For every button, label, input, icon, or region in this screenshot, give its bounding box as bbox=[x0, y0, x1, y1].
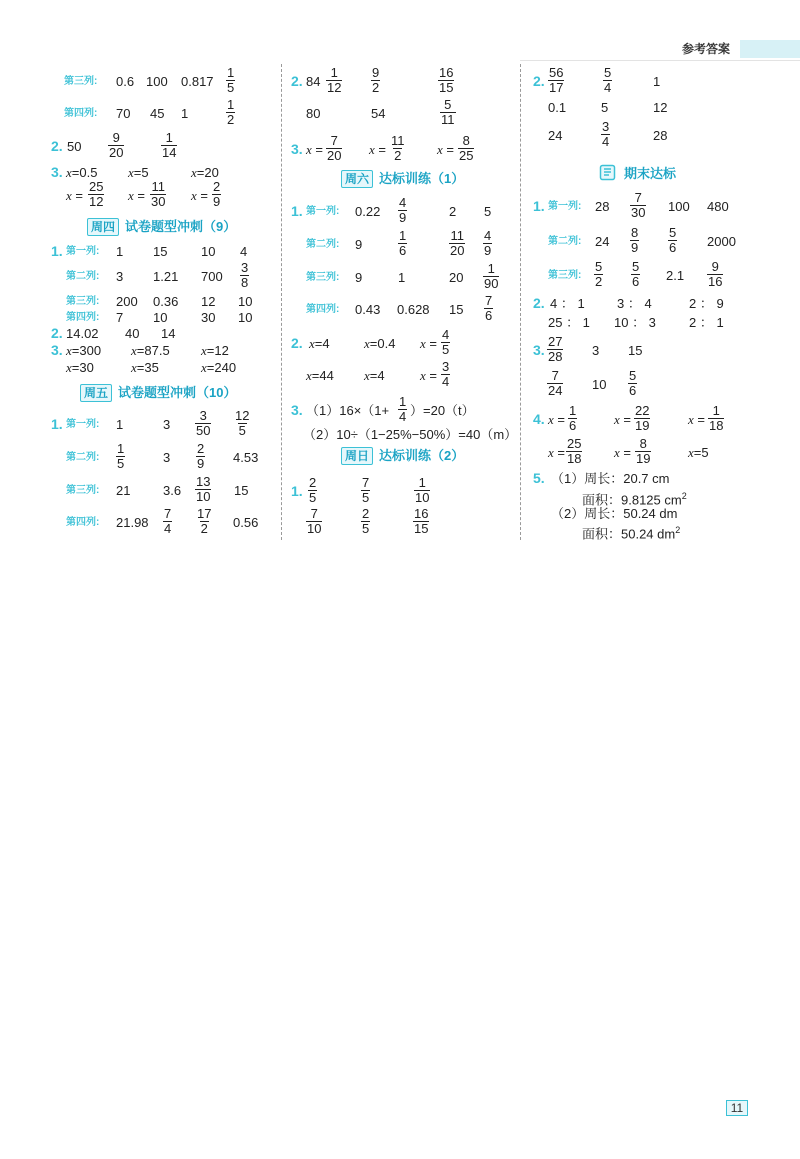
fraction: $\frac{5}{11}$ bbox=[441, 97, 455, 127]
question-number: 3. bbox=[291, 402, 303, 418]
answer-value: 700 bbox=[201, 269, 223, 284]
row-label: 第三列: bbox=[64, 76, 98, 87]
answer-value: 50 bbox=[67, 139, 82, 154]
equation-answer: x=4 bbox=[309, 336, 330, 351]
section-badge: 周六 bbox=[341, 170, 373, 188]
answer-value: 4.53 bbox=[233, 450, 259, 465]
row-label: 第三列: bbox=[548, 270, 582, 281]
answer-value: 28 bbox=[595, 199, 610, 214]
ratio-answer: 2 ： 1 bbox=[689, 315, 724, 330]
equation-answer: x = bbox=[420, 368, 437, 383]
fraction: $\frac{3}{4}$ bbox=[602, 119, 610, 149]
question-number: 3. bbox=[533, 342, 545, 358]
fraction: $\frac{3}{4}$ bbox=[442, 359, 450, 389]
fraction: $\frac{1}{90}$ bbox=[484, 261, 499, 291]
fraction: $\frac{11}{20}$ bbox=[450, 228, 465, 258]
fraction: $\frac{2}{5}$ bbox=[362, 506, 370, 536]
answer-value: 20 bbox=[449, 270, 464, 285]
fraction: $\frac{17}{2}$ bbox=[197, 506, 212, 536]
fraction: $\frac{7}{5}$ bbox=[362, 475, 370, 505]
answer-value: 1 bbox=[653, 74, 661, 89]
equation-answer: x=240 bbox=[201, 360, 237, 375]
answer-value: 3.6 bbox=[163, 483, 182, 498]
equation-answer: x=35 bbox=[131, 360, 159, 375]
equation-answer: x = bbox=[548, 412, 565, 427]
equation-answer: x = bbox=[66, 188, 83, 203]
answer-value: 0.43 bbox=[355, 302, 381, 317]
column-separator bbox=[520, 64, 521, 540]
answer-value: 0.22 bbox=[355, 204, 381, 219]
answer-value: 80 bbox=[306, 106, 321, 121]
answer-value: 1 bbox=[116, 244, 124, 259]
row-label: 第三列: bbox=[66, 296, 100, 307]
question-number: 2. bbox=[51, 325, 63, 341]
fraction: $\frac{2}{9}$ bbox=[197, 441, 205, 471]
equation-answer: x = bbox=[191, 188, 208, 203]
equation-answer: x=20 bbox=[191, 165, 219, 180]
fraction: $\frac{9}{2}$ bbox=[372, 65, 380, 95]
header-divider bbox=[520, 60, 800, 61]
fraction: $\frac{3}{50}$ bbox=[196, 408, 211, 438]
answer-value: 15 bbox=[449, 302, 464, 317]
fraction: $\frac{7}{24}$ bbox=[548, 368, 563, 398]
fraction: $\frac{3}{8}$ bbox=[241, 260, 249, 290]
fraction: $\frac{8}{9}$ bbox=[631, 225, 639, 255]
answer-value: 30 bbox=[201, 310, 216, 325]
equation-answer: x=12 bbox=[201, 343, 229, 358]
fraction: $\frac{1}{6}$ bbox=[399, 228, 407, 258]
answer-value: 4 bbox=[240, 244, 248, 259]
answer-value: 200 bbox=[116, 294, 138, 309]
header-accent-bar bbox=[740, 40, 800, 58]
fraction: $\frac{1}{10}$ bbox=[415, 475, 430, 505]
answer-value: 0.6 bbox=[116, 74, 135, 89]
fraction: $\frac{8}{25}$ bbox=[459, 133, 474, 163]
answer-text: 面积：50.24 $dm^2$ bbox=[582, 525, 681, 542]
fraction: $\frac{5}{2}$ bbox=[595, 259, 603, 289]
fraction: $\frac{1}{5}$ bbox=[227, 65, 235, 95]
row-label: 第一列: bbox=[66, 246, 100, 257]
fraction: $\frac{1}{6}$ bbox=[569, 403, 577, 433]
question-number: 2. bbox=[51, 138, 63, 154]
row-label: 第二列: bbox=[306, 239, 340, 250]
answer-value: 10 bbox=[201, 244, 216, 259]
fraction: $\frac{16}{15}$ bbox=[439, 65, 454, 95]
question-number: 3. bbox=[51, 164, 63, 180]
answer-value: 0.1 bbox=[548, 100, 567, 115]
fraction: $\frac{7}{10}$ bbox=[307, 506, 322, 536]
answer-value: 100 bbox=[668, 199, 690, 214]
ratio-answer: 10 ： 3 bbox=[614, 315, 656, 330]
answer-value: 1 bbox=[116, 417, 124, 432]
equation-answer: x=5 bbox=[128, 165, 149, 180]
answer-value: 14 bbox=[161, 326, 176, 341]
fraction: $\frac{16}{15}$ bbox=[414, 506, 429, 536]
row-label: 第一列: bbox=[548, 201, 582, 212]
answer-value: 2 bbox=[449, 204, 457, 219]
answer-value: 3 bbox=[592, 343, 600, 358]
section-heading: 期末达标 bbox=[599, 164, 676, 183]
answer-value: 480 bbox=[707, 199, 729, 214]
row-label: 第四列: bbox=[306, 304, 340, 315]
fraction: $\frac{2}{5}$ bbox=[309, 475, 317, 505]
fraction: $\frac{7}{30}$ bbox=[631, 190, 646, 220]
row-label: 第二列: bbox=[66, 271, 100, 282]
question-number: 1. bbox=[291, 483, 303, 499]
question-number: 2. bbox=[533, 295, 545, 311]
fraction: $\frac{1}{14}$ bbox=[162, 130, 177, 160]
equation-answer: x=5 bbox=[688, 445, 709, 460]
answer-value: 1 bbox=[181, 106, 189, 121]
equation-answer: x = bbox=[614, 412, 631, 427]
answer-value: 24 bbox=[548, 128, 563, 143]
equation-answer: x=4 bbox=[364, 368, 385, 383]
fraction: $\frac{11}{30}$ bbox=[151, 179, 166, 209]
fraction: $\frac{1}{4}$ bbox=[399, 394, 407, 424]
answer-value: 0.36 bbox=[153, 294, 179, 309]
answer-value: 1.21 bbox=[153, 269, 179, 284]
column-separator bbox=[281, 64, 282, 540]
fraction: $\frac{9}{16}$ bbox=[708, 259, 723, 289]
fraction: $\frac{13}{10}$ bbox=[196, 474, 211, 504]
fraction: $\frac{5}{6}$ bbox=[632, 259, 640, 289]
section-badge: 周四 bbox=[87, 218, 119, 236]
answer-value: 0.56 bbox=[233, 515, 259, 530]
answer-value: 40 bbox=[125, 326, 140, 341]
page-number: 11 bbox=[726, 1100, 748, 1116]
question-number: 5. bbox=[533, 470, 545, 486]
answer-value: 1 bbox=[398, 270, 406, 285]
section-heading: 周四 试卷题型冲刺（9） bbox=[87, 218, 236, 236]
answer-value: 5 bbox=[484, 204, 492, 219]
question-number: 3. bbox=[291, 141, 303, 157]
row-label: 第三列: bbox=[306, 272, 340, 283]
section-badge: 周日 bbox=[341, 447, 373, 465]
question-number: 2. bbox=[533, 73, 545, 89]
fraction: $\frac{5}{6}$ bbox=[629, 368, 637, 398]
equation-answer: x = bbox=[437, 142, 454, 157]
answer-value: 3 bbox=[163, 417, 171, 432]
equation-answer: x = bbox=[128, 188, 145, 203]
fraction: $\frac{5}{4}$ bbox=[604, 65, 612, 95]
answer-value: 2.1 bbox=[666, 268, 685, 283]
fraction: $\frac{12}{5}$ bbox=[235, 408, 250, 438]
ratio-answer: 3 ： 4 bbox=[617, 296, 652, 311]
equation-answer: x = bbox=[306, 142, 323, 157]
fraction: $\frac{4}{9}$ bbox=[399, 195, 407, 225]
ratio-answer: 2 ： 9 bbox=[689, 296, 724, 311]
fraction: $\frac{7}{4}$ bbox=[164, 506, 172, 536]
fraction: $\frac{1}{2}$ bbox=[227, 97, 235, 127]
equation-answer: x=0.4 bbox=[364, 336, 396, 351]
answer-value: 21.98 bbox=[116, 515, 149, 530]
fraction: $\frac{25}{12}$ bbox=[89, 179, 104, 209]
section-heading: 周六 达标训练（1） bbox=[341, 170, 464, 188]
equation-answer: x=0.5 bbox=[66, 165, 98, 180]
answer-text: 面积：9.8125 $cm^2$ bbox=[582, 491, 687, 508]
fraction: $\frac{2}{9}$ bbox=[213, 179, 221, 209]
fraction: $\frac{9}{20}$ bbox=[109, 130, 124, 160]
fraction: $\frac{25}{18}$ bbox=[567, 436, 582, 466]
fraction: $\frac{4}{9}$ bbox=[484, 228, 492, 258]
answer-value: 15 bbox=[234, 483, 249, 498]
row-label: 第四列: bbox=[64, 108, 98, 119]
ratio-answer: 25 ： 1 bbox=[548, 315, 590, 330]
question-number: 1. bbox=[51, 416, 63, 432]
answer-value: 14.02 bbox=[66, 326, 99, 341]
answer-value: 24 bbox=[595, 234, 610, 249]
fraction: $\frac{11}{2}$ bbox=[391, 133, 405, 163]
answer-value: 15 bbox=[628, 343, 643, 358]
answer-value: 45 bbox=[150, 106, 165, 121]
answer-value: 9 bbox=[355, 237, 363, 252]
answer-value: 12 bbox=[653, 100, 668, 115]
answer-value: 7 bbox=[116, 310, 124, 325]
equation-answer: x=30 bbox=[66, 360, 94, 375]
row-label: 第三列: bbox=[66, 485, 100, 496]
row-label: 第二列: bbox=[548, 236, 582, 247]
equation-text: ）=20（t） bbox=[410, 403, 475, 418]
answer-text: （2）周长：50.24 dm bbox=[551, 506, 678, 521]
row-label: 第二列: bbox=[66, 452, 100, 463]
row-label: 第四列: bbox=[66, 312, 100, 323]
section-badge: 周五 bbox=[80, 384, 112, 402]
equation-answer: x = bbox=[688, 412, 705, 427]
answer-value: 84 bbox=[306, 74, 321, 89]
row-label: 第一列: bbox=[306, 206, 340, 217]
section-heading: 周日 达标训练（2） bbox=[341, 447, 464, 465]
equation-answer: x = bbox=[614, 445, 631, 460]
answer-value: 10 bbox=[592, 377, 607, 392]
equation-answer: x = bbox=[420, 336, 437, 351]
answer-value: 21 bbox=[116, 483, 131, 498]
answer-value: 2000 bbox=[707, 234, 736, 249]
page-header-title: 参考答案 bbox=[682, 42, 731, 56]
answer-value: 28 bbox=[653, 128, 668, 143]
answer-value: 5 bbox=[601, 100, 609, 115]
question-number: 1. bbox=[291, 203, 303, 219]
equation-text: （1）16×（1+ bbox=[306, 403, 390, 418]
answer-value: 10 bbox=[238, 294, 253, 309]
answer-value: 100 bbox=[146, 74, 168, 89]
fraction: $\frac{22}{19}$ bbox=[635, 403, 650, 433]
fraction: $\frac{1}{5}$ bbox=[117, 441, 125, 471]
fraction: $\frac{1}{12}$ bbox=[327, 65, 342, 95]
fraction: $\frac{7}{20}$ bbox=[327, 133, 342, 163]
answer-value: 10 bbox=[153, 310, 168, 325]
equation-answer: x=87.5 bbox=[131, 343, 170, 358]
answer-value: 10 bbox=[238, 310, 253, 325]
equation-answer: x=44 bbox=[306, 368, 334, 383]
question-number: 3. bbox=[51, 342, 63, 358]
row-label: 第一列: bbox=[66, 419, 100, 430]
fraction: $\frac{56}{17}$ bbox=[549, 65, 564, 95]
question-number: 1. bbox=[533, 198, 545, 214]
fraction: $\frac{1}{18}$ bbox=[709, 403, 724, 433]
answer-text: （1）周长：20.7 cm bbox=[551, 471, 670, 486]
answer-value: 3 bbox=[163, 450, 171, 465]
answer-value: 54 bbox=[371, 106, 386, 121]
equation-answer: x=300 bbox=[66, 343, 102, 358]
answer-value: 3 bbox=[116, 269, 124, 284]
question-number: 2. bbox=[291, 73, 303, 89]
row-label: 第四列: bbox=[66, 517, 100, 528]
question-number: 2. bbox=[291, 335, 303, 351]
fraction: $\frac{7}{6}$ bbox=[485, 293, 493, 323]
answer-value: 15 bbox=[153, 244, 168, 259]
question-number: 1. bbox=[51, 243, 63, 259]
answer-value: 0.817 bbox=[181, 74, 214, 89]
fraction: $\frac{27}{28}$ bbox=[548, 334, 563, 364]
answer-value: 9 bbox=[355, 270, 363, 285]
answer-value: 70 bbox=[116, 106, 131, 121]
equation-text: （2）10÷（1−25%−50%）=40（m） bbox=[303, 427, 518, 442]
answer-value: 12 bbox=[201, 294, 216, 309]
ratio-answer: 4 ： 1 bbox=[550, 296, 585, 311]
book-icon bbox=[599, 164, 616, 181]
question-number: 4. bbox=[533, 411, 545, 427]
fraction: $\frac{4}{5}$ bbox=[442, 327, 450, 357]
equation-answer: x = bbox=[548, 445, 565, 460]
answer-value: 0.628 bbox=[397, 302, 430, 317]
equation-answer: x = bbox=[369, 142, 386, 157]
fraction: $\frac{5}{6}$ bbox=[669, 225, 677, 255]
section-heading: 周五 试卷题型冲刺（10） bbox=[80, 384, 236, 402]
fraction: $\frac{8}{19}$ bbox=[636, 436, 651, 466]
